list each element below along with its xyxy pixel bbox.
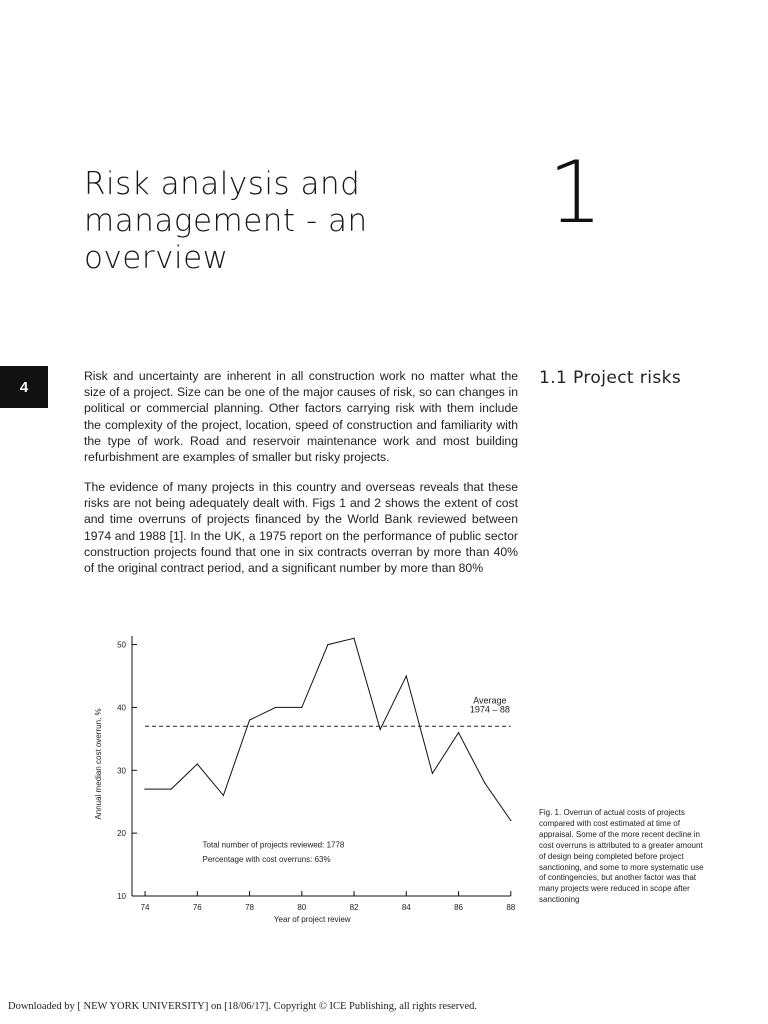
figure-caption: Fig. 1. Overrun of actual costs of projects compared with cost estimated at time of appraisal. Some of the more recent decline in cost overruns is attributed to a greater amount of design being completed before project sanctioning, and some to more systematic use of contingencies, but another factor was that many projects were reduced in scope after sanctioning — [539, 808, 704, 905]
data-point — [275, 707, 276, 708]
chapter-title-line: overview — [84, 240, 229, 276]
data-point — [301, 707, 302, 708]
data-point — [380, 729, 381, 730]
chapter-number: 1 — [548, 143, 603, 243]
y-tick-label: 30 — [117, 766, 126, 776]
y-tick-label: 10 — [117, 892, 126, 901]
chart-annotation: Percentage with cost overruns: 63% — [202, 855, 331, 865]
chapter-title-line: Risk analysis and — [84, 166, 361, 202]
x-tick-label: 86 — [454, 903, 463, 912]
x-tick-label: 76 — [192, 903, 202, 912]
data-point — [484, 782, 485, 783]
page-number-tab — [0, 366, 48, 408]
series-line — [145, 638, 511, 820]
data-point — [458, 732, 459, 733]
x-tick-label: 84 — [401, 903, 411, 912]
x-tick-label: 74 — [140, 903, 150, 912]
body-paragraph: The evidence of many projects in this country and overseas reveals that these risks are not being adequately dealt with. Figs 1 and 2 shows the extent of cost and time overruns of projects financed by the World Bank reviewed between 1974 and 1988 [1]. In the UK, a 1975 report on the performance of public sector construction projects found that one in six contracts overran by more than 40% of the original contract period, and a significant number by more than 80% — [84, 480, 518, 576]
data-point — [171, 789, 172, 790]
y-tick-label: 20 — [117, 829, 126, 839]
chart-annotation: Total number of projects reviewed: 1778 — [202, 840, 345, 850]
data-point — [223, 795, 224, 796]
y-tick-label: 50 — [117, 640, 126, 650]
data-point — [353, 638, 354, 639]
cost-overrun-chart — [86, 632, 526, 932]
chapter-title — [84, 166, 444, 277]
data-point — [144, 789, 145, 790]
data-point — [197, 763, 198, 764]
data-point — [406, 675, 407, 676]
data-point — [327, 644, 328, 645]
page-number: 4 — [19, 378, 29, 396]
x-tick-label: 78 — [245, 903, 255, 912]
data-point — [510, 820, 511, 821]
body-paragraph: Risk and uncertainty are inherent in all construction work no matter what the size of a project. Size can be one of the major causes of risk, so can changes in political or commercial planning. Other factors carrying risk with them include the complexity of the project, location, speed of construction and familiarity with the type of work. Road and reservoir maintenance work and most building refurbishment are examples of smaller but risky projects. — [84, 369, 518, 465]
x-tick-label: 88 — [506, 903, 516, 912]
y-tick-label: 40 — [117, 703, 126, 713]
x-axis-label: Year of project review — [273, 915, 351, 924]
x-tick-label: 82 — [349, 903, 359, 912]
chart-ticks — [117, 641, 516, 912]
data-point — [432, 773, 433, 774]
section-heading: 1.1 Project risks — [539, 368, 682, 388]
x-tick-label: 80 — [297, 903, 307, 912]
data-point — [249, 719, 250, 720]
y-axis-label: Annual median cost overrun, % — [94, 708, 103, 820]
average-label: Average — [473, 695, 507, 706]
average-label: 1974 – 88 — [469, 704, 510, 715]
chapter-title-line: management - an — [84, 203, 368, 239]
download-footer: Downloaded by [ NEW YORK UNIVERSITY] on [18/06/17]. Copyright © ICE Publishing, all rights reserved. — [8, 1001, 478, 1012]
